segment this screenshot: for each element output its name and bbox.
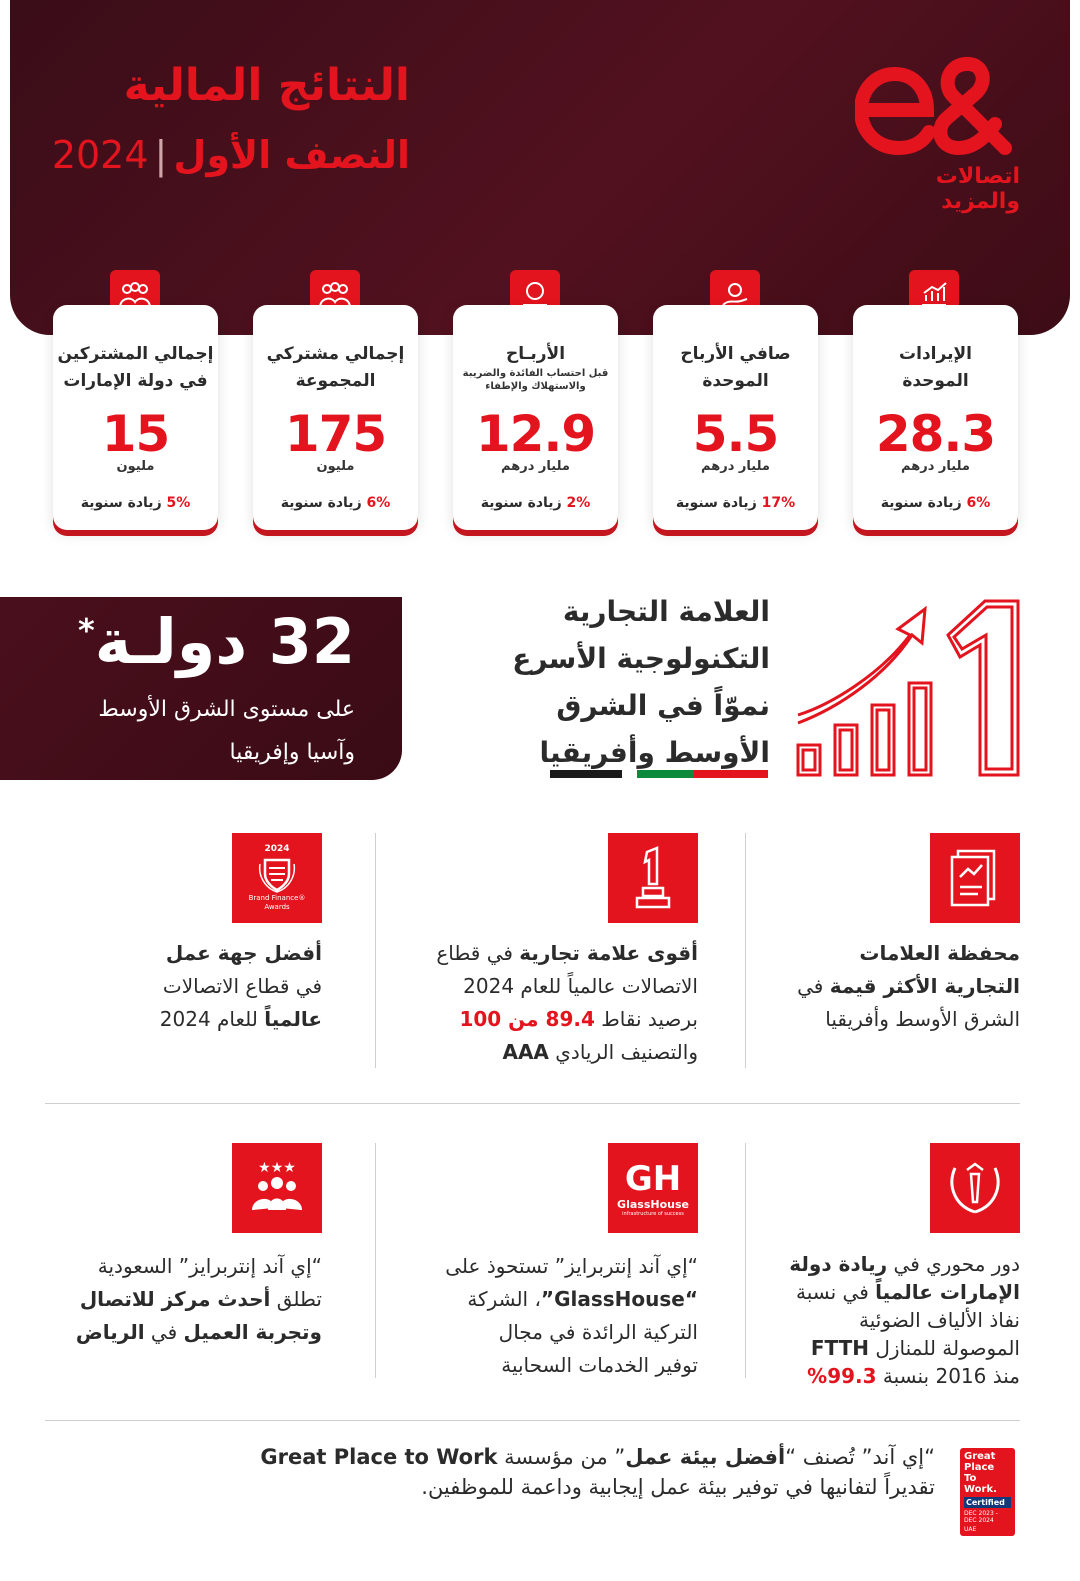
award-shield-icon [257, 854, 297, 894]
saudi-highlight: أحدث مركز للاتصال [79, 1287, 271, 1311]
kpi-card-net-profit [653, 305, 818, 530]
gptw-certified: Certified [964, 1497, 1011, 1508]
best-employer-text [60, 937, 322, 1036]
ftth-line3: نفاذ الألياف الضوئية [859, 1308, 1020, 1332]
kpi-value: 175 [284, 405, 387, 463]
gptw-dates: DEC 2023 - DEC 2024 [964, 1510, 998, 1524]
countries-line2: وآسيا وإفريقيا [229, 740, 355, 765]
ftth-line2-suffix: في نسبة [796, 1280, 876, 1304]
strongest-line3-prefix: برصيد نقاط [594, 1007, 698, 1031]
great-place-to-work-badge [960, 1448, 1015, 1536]
kpi-label-line1: إجمالي المشتركين [57, 344, 214, 364]
portfolio-text [760, 937, 1020, 1036]
kpi-unit: مليون [116, 459, 155, 474]
year-label: 2024 [51, 133, 149, 177]
trophy-icon [608, 833, 698, 923]
gptw-line: To [964, 1473, 977, 1484]
kpi-label-line1: صافي الأرباح [680, 344, 791, 364]
kpi-growth [653, 495, 818, 511]
gptw-country: UAE [964, 1526, 977, 1533]
fastest-line1: العلامة التجارية [562, 595, 770, 628]
kpi-card-revenue [853, 305, 1018, 530]
page-title: النتائج المالية [123, 60, 410, 111]
kpi-label [653, 341, 818, 395]
glasshouse-line4: توفير الخدمات السحابية [501, 1353, 698, 1377]
saudi-highlight-2: وتجربة العميل [183, 1320, 322, 1344]
portfolio-highlight: التجارية الأكثر قيمة [829, 974, 1020, 998]
award-year: 2024 [264, 844, 290, 854]
employer-line3-suffix: للعام 2024 [159, 1007, 265, 1031]
glasshouse-line2-suffix: ، الشركة [467, 1287, 541, 1311]
kpi-label [853, 341, 1018, 395]
period-label: النصف الأول [173, 133, 410, 177]
riyadh-center-text [45, 1250, 322, 1349]
footer-highlight: أفضل بيئة عمل [625, 1445, 786, 1469]
footer-text [255, 1442, 935, 1502]
footer-line2: تقديراً لتفانيها في توفير بيئة عمل إيجابية وداعمة للموظفين. [421, 1475, 935, 1499]
kpi-label-line2: الموحدة [902, 371, 969, 391]
glasshouse-text [400, 1250, 698, 1382]
gptw-line: Work. [964, 1484, 997, 1495]
kpi-growth-pct: 5% [166, 495, 191, 511]
strongest-line1-suffix: في قطاع [436, 941, 520, 965]
row-divider [45, 1103, 1020, 1104]
title-separator: | [154, 133, 168, 177]
glasshouse-line1: “إي آند إنتربرايز” تستحوذ على [445, 1254, 698, 1278]
kpi-growth-pct: 6% [966, 495, 991, 511]
eand-logo-icon [855, 48, 1015, 163]
portfolio-document-icon [930, 833, 1020, 923]
countries-count-value: 32 دولـة [94, 605, 355, 678]
kpi-growth-pct: 2% [566, 495, 591, 511]
countries-line1: على مستوى الشرق الأوسط [98, 697, 355, 722]
ftth-line5-prefix: منذ 2016 بنسبة [876, 1364, 1020, 1388]
fastest-line2: التكنولوجية الأسرع [512, 642, 770, 675]
ftth-percentage: 99.3% [807, 1364, 877, 1388]
kpi-growth-pct: 17% [761, 495, 796, 511]
kpi-note: قبل احتساب الفائدة والضريبة والاستهلاك والإطفاء [462, 368, 609, 392]
strongest-rating: AAA [502, 1040, 549, 1064]
divider [745, 833, 746, 1068]
fastest-line3: نموّاً في الشرق [556, 689, 770, 722]
brand-name: اتصالات والمزيد [935, 164, 1020, 214]
row-divider [45, 1420, 1020, 1421]
saudi-city: الرياض [75, 1320, 145, 1344]
ftth-label: FTTH [810, 1336, 869, 1360]
kpi-value: 5.5 [692, 405, 779, 463]
kpi-card-uae-subscribers [53, 305, 218, 530]
portfolio-line3: الشرق الأوسط وأفريقيا [825, 1007, 1020, 1031]
kpi-growth [253, 495, 418, 511]
kpi-card-group-subscribers [253, 305, 418, 530]
strongest-line4-prefix: والتصنيف الريادي [548, 1040, 698, 1064]
strongest-highlight: أقوى علامة تجارية [519, 941, 698, 965]
kpi-label-line1: الإيرادات [899, 344, 972, 364]
strongest-score: 89.4 من 100 [459, 1007, 595, 1031]
footer-line1-a: “إي آند” تُصنف “ [785, 1445, 935, 1469]
employer-highlight: عالمياً [264, 1007, 322, 1031]
kpi-growth-text: زيادة سنوية [675, 495, 757, 511]
kpi-growth-text: زيادة سنوية [880, 495, 962, 511]
footer-line1-c: ” من مؤسسة [497, 1445, 626, 1469]
glasshouse-mark: GH [624, 1158, 682, 1199]
kpi-unit: مليار درهم [701, 459, 770, 474]
saudi-line2-prefix: تطلق [270, 1287, 322, 1311]
laurel-tower-icon [930, 1143, 1020, 1233]
customer-team-stars-icon [232, 1143, 322, 1233]
kpi-growth [453, 495, 618, 511]
kpi-growth [53, 495, 218, 511]
countries-asterisk: * [77, 611, 95, 650]
glasshouse-logo [608, 1143, 698, 1233]
ftth-line1-prefix: دور محوري في [887, 1252, 1020, 1276]
glasshouse-logo-tagline: infrastructure of success [622, 1210, 684, 1217]
countries-count [60, 605, 355, 678]
uae-flag-bar [550, 770, 768, 778]
gptw-line: Great [964, 1451, 996, 1462]
growth-number-one-icon [790, 595, 1025, 785]
ftth-text [740, 1250, 1020, 1390]
kpi-card-ebitda [453, 305, 618, 530]
divider [745, 1143, 746, 1378]
employer-line2: في قطاع الاتصالات [162, 974, 322, 998]
svg-text:★★★: ★★★ [258, 1160, 296, 1176]
kpi-growth [853, 495, 1018, 511]
ftth-highlight-1: ريادة دولة [789, 1252, 888, 1276]
kpi-label-line2: في دولة الإمارات [63, 371, 208, 391]
glasshouse-line3: التركية الرائدة في مجال [498, 1320, 698, 1344]
fastest-line4: الأوسط وأفريقيا [539, 736, 770, 769]
kpi-growth-text: زيادة سنوية [280, 495, 362, 511]
kpi-label: الأربـاح [505, 344, 566, 364]
kpi-value: 28.3 [875, 405, 996, 463]
gptw-line: Place [964, 1462, 995, 1473]
saudi-line1: “إي آند إنتربرايز” السعودية [97, 1254, 322, 1278]
kpi-unit: مليار درهم [501, 459, 570, 474]
strongest-brand-text [400, 937, 698, 1069]
ftth-line4-prefix: الموصولة للمنازل [869, 1336, 1020, 1360]
kpi-label-line1: إجمالي مشتركي [266, 344, 405, 364]
divider [375, 1143, 376, 1378]
employer-line1: أفضل جهة عمل [165, 941, 322, 965]
saudi-in: في [144, 1320, 184, 1344]
kpi-value: 12.9 [475, 405, 596, 463]
footer-org: Great Place to Work [260, 1445, 498, 1469]
kpi-label [253, 341, 418, 395]
portfolio-line2-suffix: في [797, 974, 830, 998]
brand-finance-award-icon [232, 833, 322, 923]
kpi-label [53, 341, 218, 395]
kpi-growth-text: زيادة سنوية [80, 495, 162, 511]
divider [375, 833, 376, 1068]
award-name: Brand Finance® Awards [248, 894, 306, 911]
countries-description [40, 688, 355, 774]
kpi-growth-pct: 6% [366, 495, 391, 511]
ftth-highlight-2: الإمارات عالمياً [875, 1280, 1020, 1304]
kpi-label-line2: المجموعة [295, 371, 376, 391]
glasshouse-name: “GlassHouse” [540, 1287, 698, 1311]
portfolio-line1: محفظة العلامات [859, 941, 1020, 965]
strongest-line2: الاتصالات عالمياً للعام 2024 [463, 974, 698, 998]
fastest-brand-text [460, 588, 770, 776]
kpi-unit: مليون [316, 459, 355, 474]
kpi-unit: مليار درهم [901, 459, 970, 474]
kpi-growth-text: زيادة سنوية [480, 495, 562, 511]
kpi-label-line2: الموحدة [702, 371, 769, 391]
kpi-value: 15 [101, 405, 170, 463]
glasshouse-logo-name: GlassHouse [617, 1197, 689, 1211]
page-subtitle [50, 133, 410, 177]
